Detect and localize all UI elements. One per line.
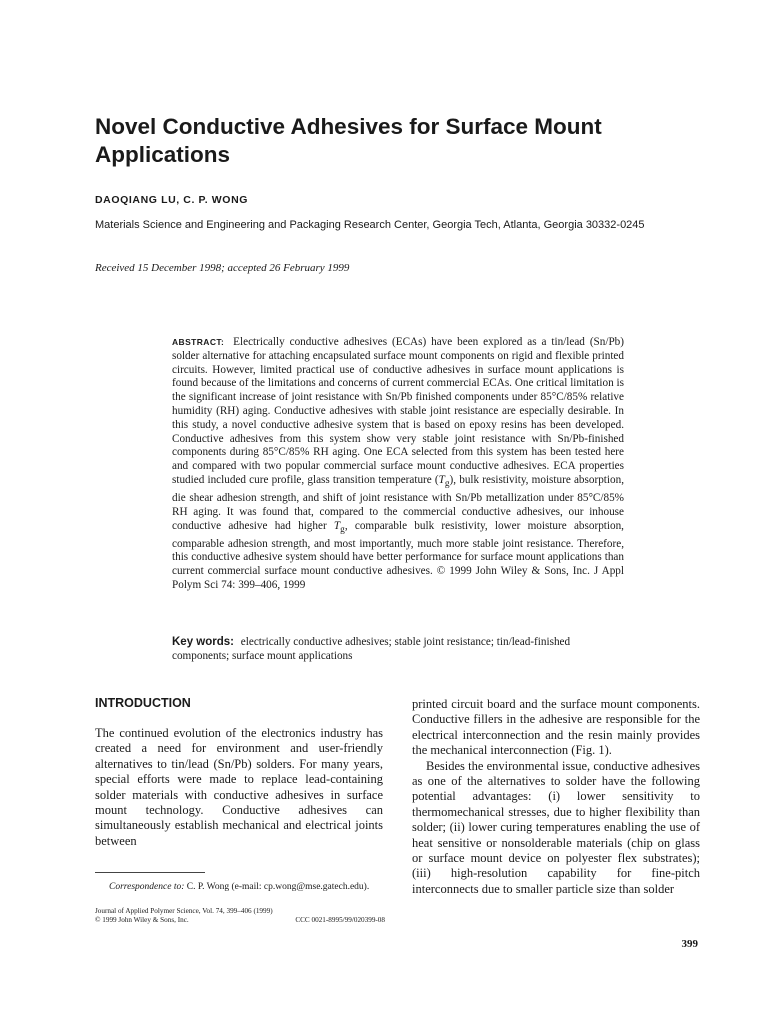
abstract-text-part-2: ), bulk resistivity, moisture absorption, die shear adhesion strength, and shift of joint resistance with Sn/Pb metallization under 85°C/85% RH aging. It was found that, compared to the commercial conductive adhesives, our inhouse conductive adhesive had higher [172, 473, 624, 532]
journal-info [95, 907, 385, 925]
journal-copyright: © 1999 John Wiley & Sons, Inc. [95, 916, 189, 924]
tg-symbol: T [333, 519, 341, 532]
abstract-text-part-3: , comparable bulk resistivity, lower moisture absorption, comparable adhesion strength, and most importantly, much more stable joint resistance. Therefore, this conductive adhesive system should have better performance for surface mount applications than current commercial surface mount conductive adhesives. © 1999 John Wiley & Sons, Inc. J Appl Polym Sci 74: 399–406, 1999 [172, 519, 624, 592]
abstract [172, 336, 624, 593]
keywords-text: electrically conductive adhesives; stable joint resistance; tin/lead-finished components; surface mount applications [172, 636, 571, 662]
paper-title: Novel Conductive Adhesives for Surface Mount Applications [95, 114, 602, 167]
keywords-label: Key words: [172, 636, 234, 648]
introduction-left-column: The continued evolution of the electronics industry has created a need for environment and user-friendly alternatives to tin/lead (Sn/Pb) solders. For many years, special efforts were made to replace lead-containing solder materials with conductive adhesives in surface mount technology. Conductive adhesives can simultaneously establish mechanical and electrical joints between [95, 726, 383, 848]
section-heading-introduction: INTRODUCTION [95, 696, 191, 710]
introduction-paragraph-advantages: Besides the environmental issue, conductive adhesives as one of the alternatives to solder have the following potential advantages: (i) lower sensitivity to thermomechanical stresses, due to higher flexibility than solder; (ii) lower curing temperatures enabling the use of heat sensitive or nonsolderable materials (chip on glass or surface mount device on polyester flex substrates); (iii) high-resolution capability for fine-pitch interconnects due to smaller particle size than solder [412, 758, 700, 896]
journal-citation: Journal of Applied Polymer Science, Vol. 74, 399–406 (1999) [95, 907, 273, 915]
footnote-label: Correspondence to: [109, 882, 185, 892]
abstract-text-part-1: Electrically conductive adhesives (ECAs) have been explored as a tin/lead (Sn/Pb) solder alternative for attaching encapsulated surface mount components on rigid and flexible printed circuits. However, limited practical use of conductive adhesives in surface mount applications is found because of the limitations and concerns of current commercial ECAs. One critical limitation is the significant increase of joint resistance with Sn/Pb finished components under 85°C/85% relative humidity (RH) aging. Conductive adhesives with stable joint resistance are especially desirable. In this study, a novel conductive adhesive system that is based on epoxy resins has been developed. Conductive adhesives from this system show very stable joint resistance with Sn/Pb-finished components during 85°C/85% RH aging. One ECA selected from this system has been tested here and compared with two popular commercial surface mount conductive adhesives. ECA properties studied included cure profile, glass transition temperature ( [172, 336, 625, 486]
footnote-text: C. P. Wong (e-mail: cp.wong@mse.gatech.edu). [186, 882, 370, 892]
introduction-paragraph-continued: printed circuit board and the surface mount components. Conductive fillers in the adhesive are responsible for the electrical interconnection and the resin mainly provides the mechanical interconnection (Fig. 1). [412, 697, 700, 758]
tg-symbol: T [438, 473, 445, 486]
authors: DAOQIANG LU, C. P. WONG [95, 194, 249, 206]
keywords [172, 636, 624, 664]
tg-subscript: g [340, 524, 345, 535]
abstract-label: ABSTRACT: [172, 337, 225, 347]
introduction-right-column [412, 697, 700, 897]
footnote-rule [95, 872, 205, 873]
tg-subscript: g [444, 479, 450, 490]
page-number: 399 [681, 938, 698, 950]
journal-ccc: CCC 0021-8995/99/020399-08 [295, 916, 385, 924]
received-dates: Received 15 December 1998; accepted 26 February 1999 [95, 262, 350, 274]
affiliation: Materials Science and Engineering and Packaging Research Center, Georgia Tech, Atlanta, Georgia 30332-0245 [95, 219, 645, 231]
correspondence-footnote [95, 881, 385, 893]
